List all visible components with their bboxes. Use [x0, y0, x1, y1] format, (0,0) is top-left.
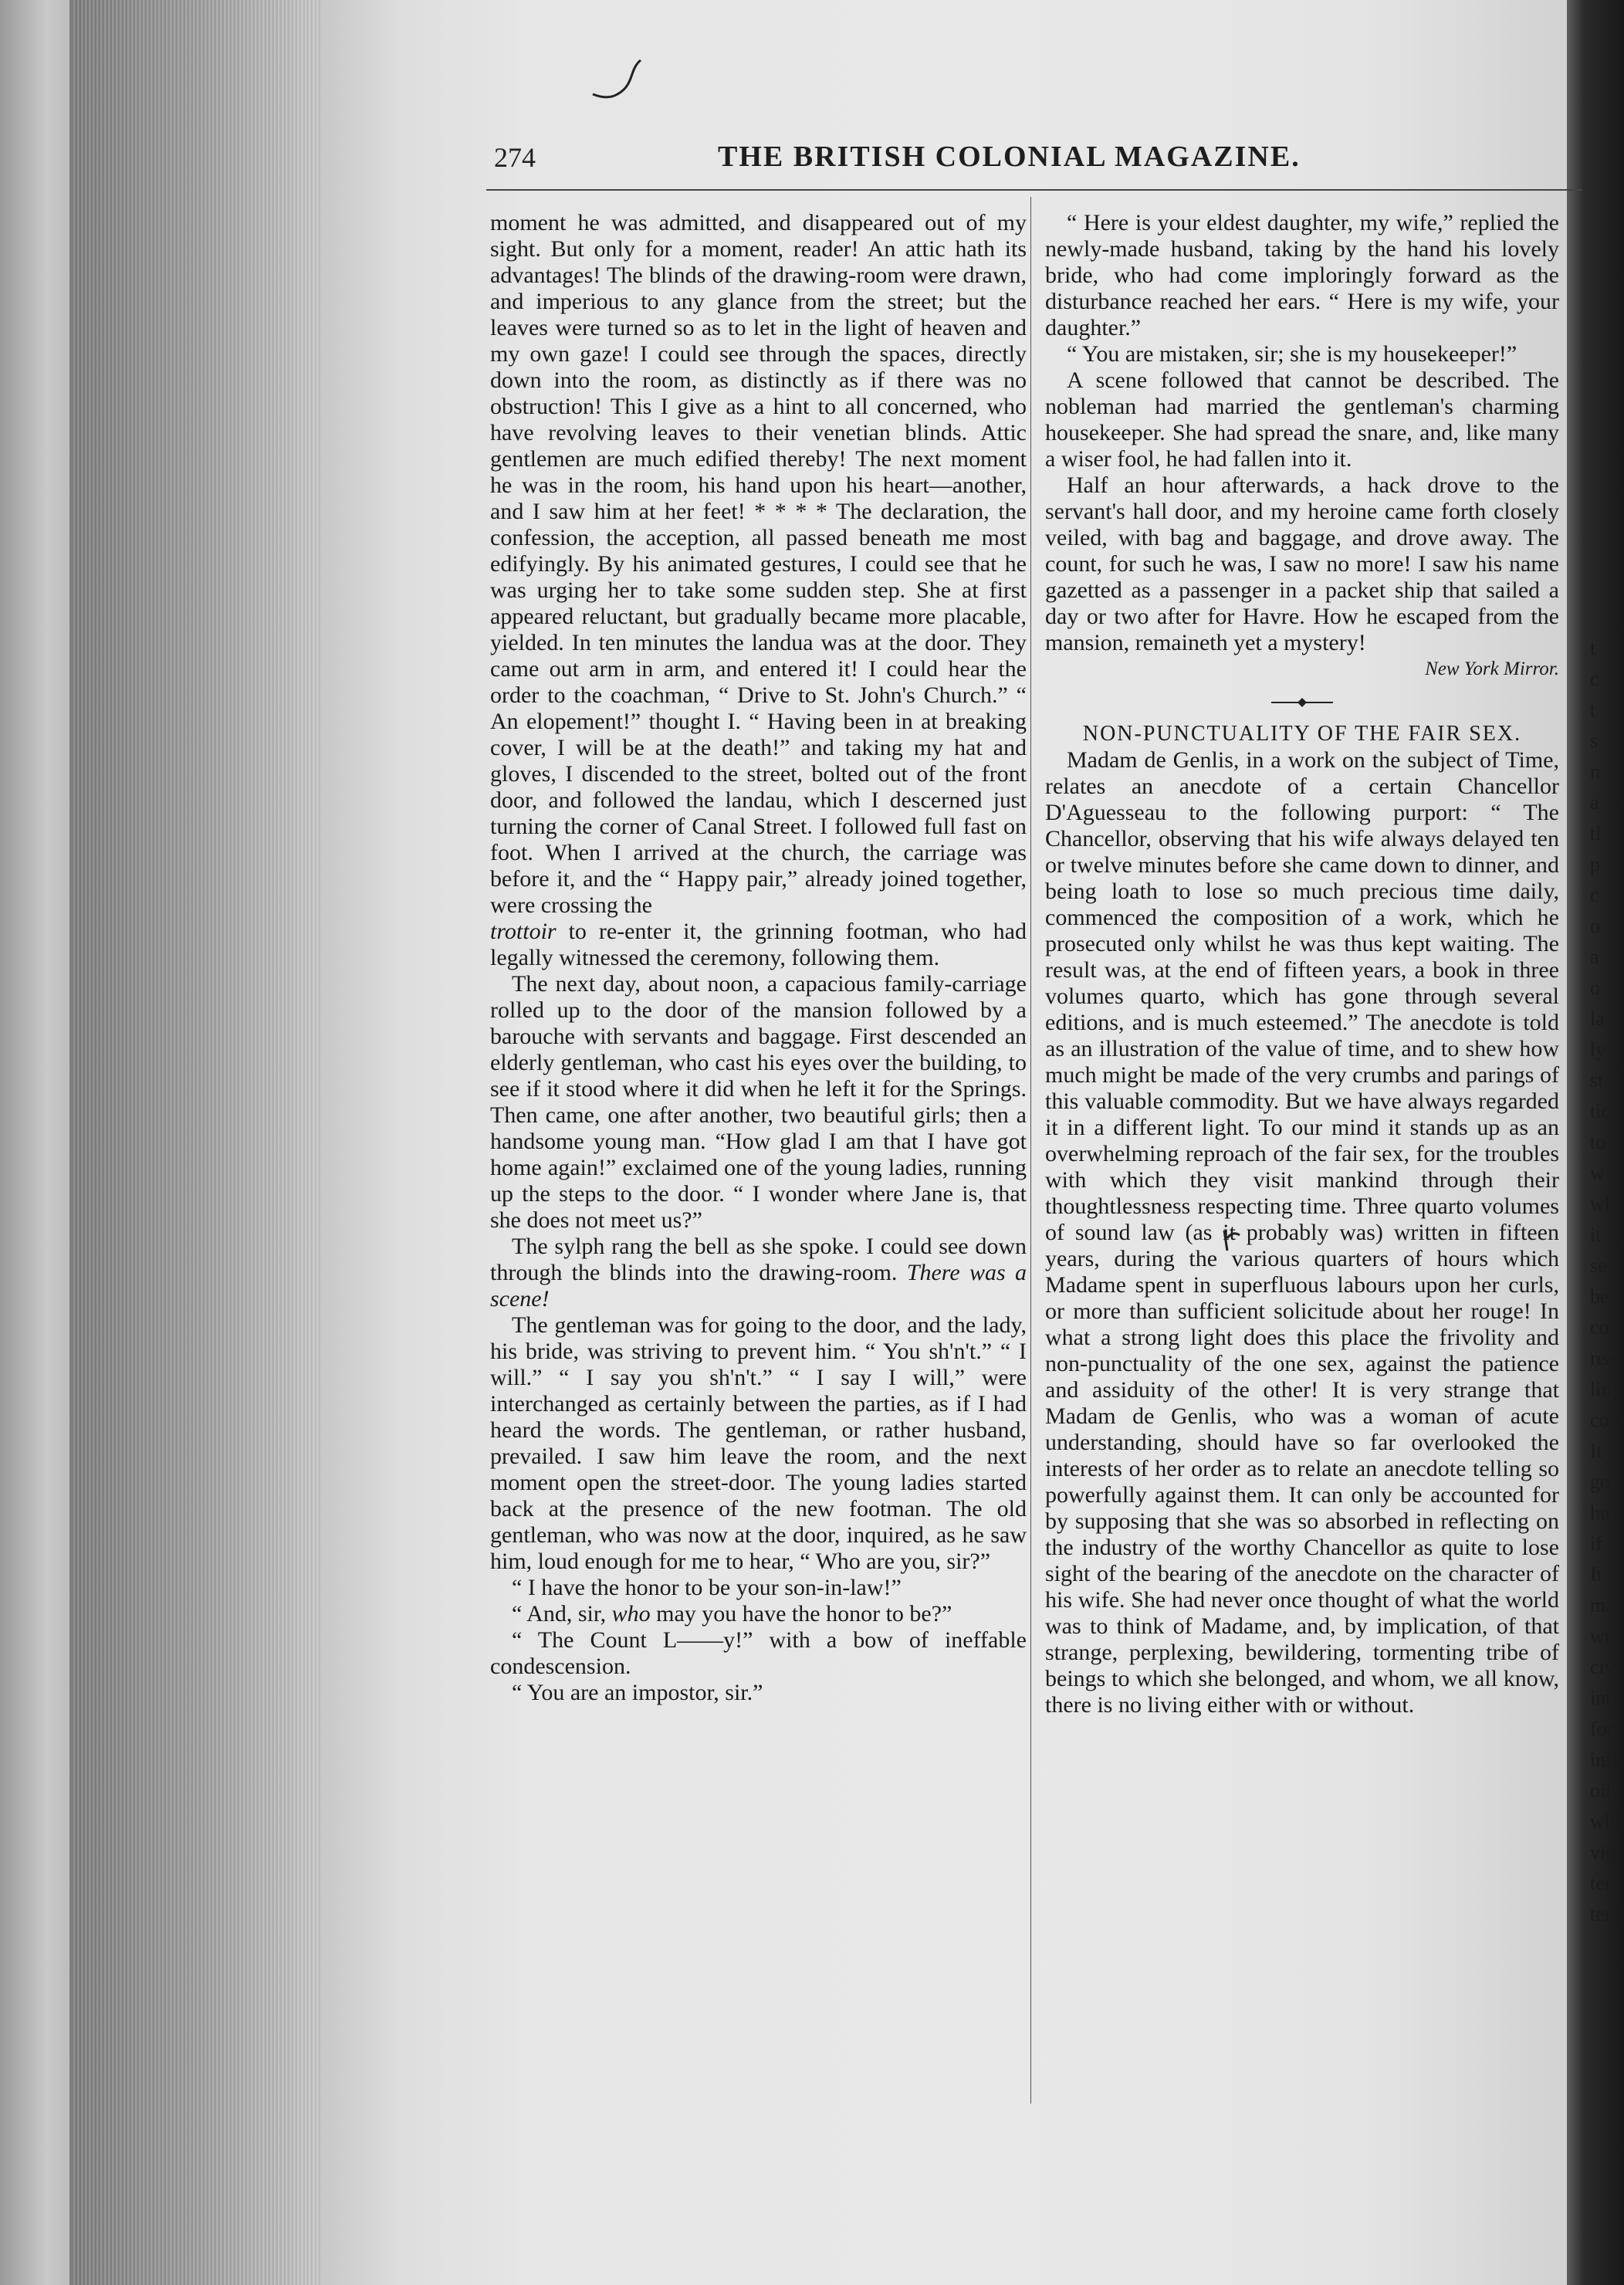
paragraph: [490, 919, 1027, 971]
page-edge-stripes: [73, 0, 320, 2285]
paragraph: The next day, about noon, a capacious family-carriage rolled up to the door of the mansion followed by a barouche with servants and baggage. First descended an elderly gentleman, who cast his eyes over the building, to see if it stood where it did when he left it for the Springs. Then came, one after another, two beautiful girls; then a handsome young man. “How glad I am that I have got home again!” exclaimed one of the young ladies, running up the steps to the door. “ I wonder where Jane is, that she does not meet us?”: [490, 971, 1027, 1233]
facing-page-fragments: t c t s n a tl p c o a o la ly st tic to w wl it se be co rea lin co It go hu if It ma wr civ int for infl oil whi vig ter ters: [1590, 637, 1620, 1925]
ornament-dash-icon: [1267, 695, 1337, 710]
paragraph-continued: to re-enter it, the grinning footman, who had legally witnessed the ceremony, following them.: [490, 919, 1027, 970]
paragraph: The gentleman was for going to the door, and the lady, his bride, was striving to prevent him. “ You sh'n't.” “ I will.” “ I say you sh'n't.” “ I say I will,” were interchanged as certainly between the parties, as if I had heard the words. The gentleman, or rather husband, prevailed. I saw him leave the room, and the next moment open the street-door. The young ladies started back at the presence of the new footman. The old gentleman, who was now at the door, inquired, as he saw him, loud enough for me to hear, “ Who are you, sir?”: [490, 1312, 1027, 1574]
pencil-mark-icon: [587, 54, 648, 108]
paragraph: “ You are mistaken, sir; she is my housekeeper!”: [1067, 341, 1517, 367]
paragraph: moment he was admitted, and disappeared out of my sight. But only for a moment, reader! An attic hath its advantages! The blinds of the drawing-room were drawn, and imperious to any glance from the street; but the leaves were turned so as to let in the light of heaven and my own gaze! I could see through the spaces, directly down into the room, as distinctly as if there was no obstruction! This I give as a hint to all concerned, who have revolving leaves to their venetian blinds. Attic gentlemen are much edified thereby! The next moment he was in the room, his hand upon his heart—another, and I saw him at her feet! * * * * The declaration, the confession, the acception, all passed beneath me most edifyingly. By his animated gestures, I could see that he was urging her to take some sudden step. She at first appeared reluctant, but gradually became more placable, yielded. In ten minutes the landua was at the door. They came out arm in arm, and entered it! I could hear the order to the coachman, “ Drive to St. John's Church.” “ An elopement!” thought I. “ Having been in at breaking cover, I will be at the death!” and taking my hat and gloves, I discended to the street, bolted out of the front door, and followed the landau, which I descerned just turning the corner of Canal Street. I followed full fast on foot. When I arrived at the church, the carriage was before it, and the “ Happy pair,” already joined together, were crossing the: [490, 210, 1027, 918]
paragraph: The sylph rang the bell as she spoke. I could see down through the blinds into the drawing-room. There was a scene!: [490, 1234, 1027, 1312]
paragraph: “ Here is your eldest daughter, my wife,” replied the newly-made husband, taking by the hand his lovely bride, who had come imploringly forward as the disturbance reached her ears. “ Here is my wife, your daughter.”: [1045, 210, 1559, 340]
source-attribution: New York Mirror.: [1425, 658, 1559, 679]
section-ornament: [1045, 695, 1559, 718]
italic-phrase: There was a scene!: [490, 1260, 1027, 1312]
page-number: 274: [494, 142, 536, 173]
ink-mark-icon: [1220, 1227, 1243, 1258]
paragraph: “ You are an impostor, sir.”: [512, 1680, 763, 1705]
right-column: [1045, 210, 1559, 1718]
running-title: THE BRITISH COLONIAL MAGAZINE.: [718, 140, 1301, 173]
paragraph: A scene followed that cannot be described. The nobleman had married the gentleman's charming housekeeper. She had spread the snare, and, like many a wiser fool, he had fallen into it.: [1045, 367, 1559, 472]
column-divider: [1030, 197, 1031, 2104]
left-column: [490, 210, 1027, 1706]
italic-word: who: [611, 1601, 651, 1627]
page-header: [463, 135, 1413, 181]
paragraph: Half an hour afterwards, a hack drove to the servant's hall door, and my heroine came forth closely veiled, with bag and baggage, and drove away. The count, for such he was, I saw no more! I saw his name gazetted as a passenger in a packet ship that sailed a day or two after for Havre. How he escaped from the mansion, remaineth yet a mystery!: [1045, 472, 1559, 655]
paragraph: “ The Count L——y!” with a bow of ineffable condescension.: [490, 1627, 1027, 1679]
paragraph: Madam de Genlis, in a work on the subject of Time, relates an anecdote of a certain Chancellor D'Aguesseau to the following purport: “ The Chancellor, observing that his wife always delayed ten or twelve minutes before she came down to dinner, and being loath to lose so much precious time daily, commenced the composition of a work, which he prosecuted only whilst he was thus kept waiting. The result was, at the end of fifteen years, a book in three volumes quarto, which has gone through several editions, and is much esteemed.” The anecdote is told as an illustration of the value of time, and to shew how much might be made of the very crumbs and parings of this valuable commodity. But we have always regarded it in a different light. To our mind it stands up as an overwhelming reproach of the fair sex, for the troubles with which they visit mankind through their thoughtlessness respecting time. Three quarto volumes of sound law (as it probably was) written in fifteen years, during the various quarters of hours which Madame spent in superfluous labours upon her curls, or more than sufficient solicitude about her rouge! In what a strong light does this place the frivolity and non-punctuality of the one sex, against the patience and assiduity of the other! It is very strange that Madam de Genlis, who was a woman of acute understanding, should have so far overlooked the interests of her order as to relate an anecdote telling so powerfully against them. It can only be accounted for by supposing that she was so absorbed in reflecting on the industry of the worthy Chancellor as quite to lose sight of the bearing of the anecdote on the character of his wife. She had never once thought of what the world was to think of Madame, and, by implication, of that strange, perplexing, bewildering, tormenting tribe of beings to which she belonged, and whom, we all know, there is no living either with or without.: [1045, 747, 1559, 1718]
paragraph: “ I have the honor to be your son-in-law!”: [512, 1575, 902, 1600]
section-title: NON-PUNCTUALITY OF THE FAIR SEX.: [1082, 722, 1522, 746]
italic-word: trottoir: [490, 919, 557, 944]
header-rule: [486, 189, 1582, 191]
paragraph: “ And, sir, who may you have the honor to be?”: [512, 1601, 952, 1627]
